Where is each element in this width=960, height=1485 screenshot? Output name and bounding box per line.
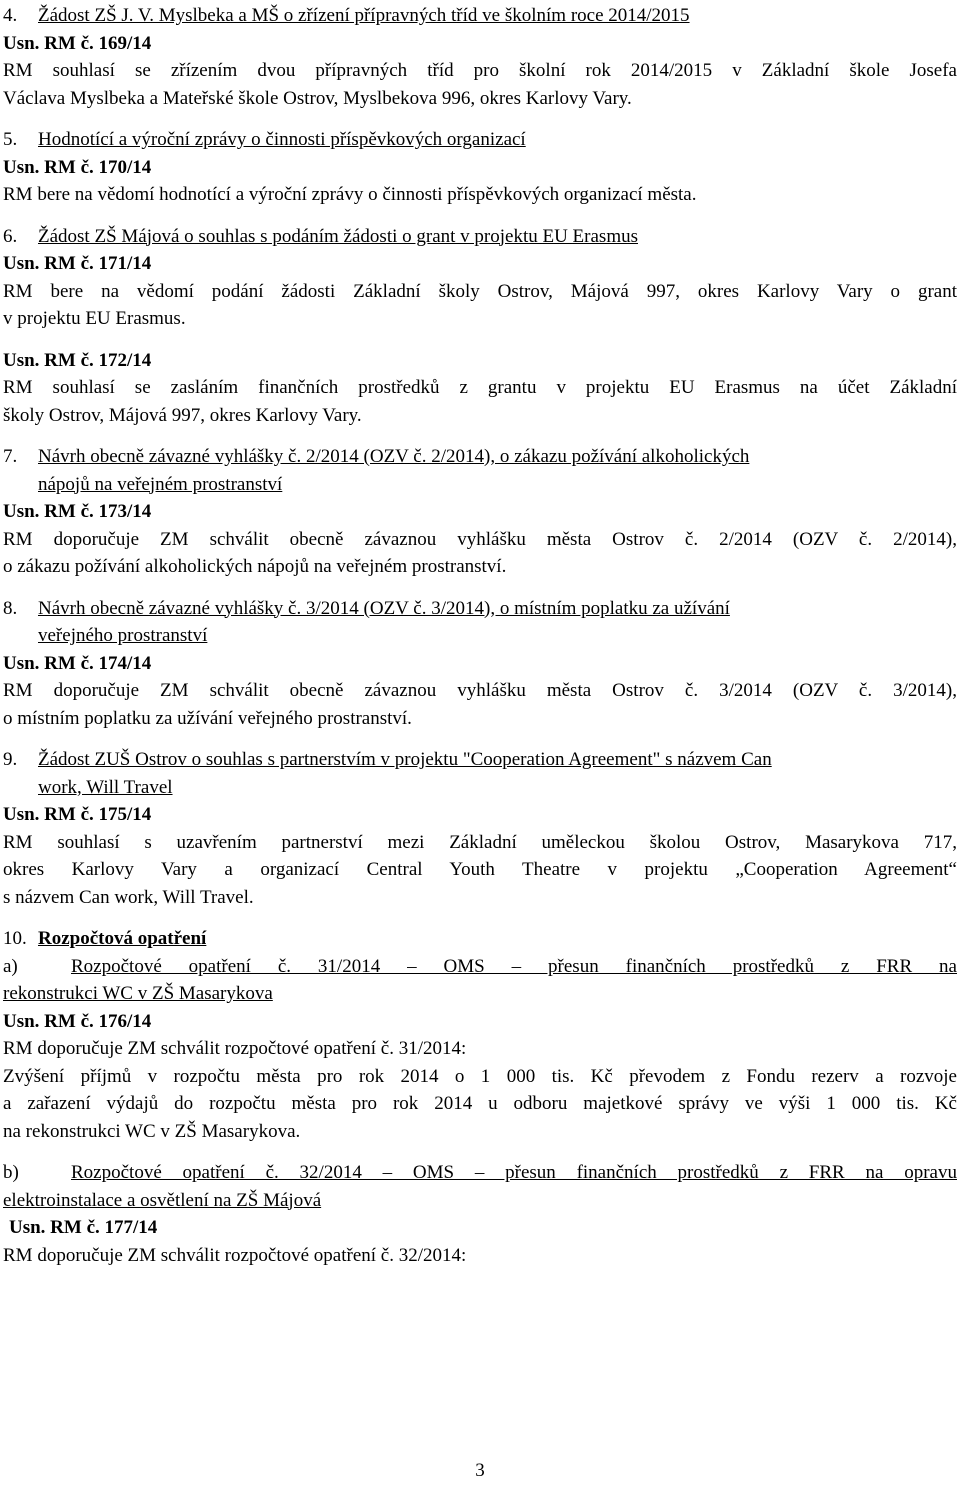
- subitem-letter: b): [3, 1162, 19, 1183]
- resolution-text-line: RM souhlasí s uzavřením partnerství mezi Základní uměleckou školou Ostrov, Masarykova 717,: [3, 831, 957, 853]
- resolution-number: Usn. RM č. 170/14: [3, 156, 152, 178]
- resolution-number: Usn. RM č. 169/14: [3, 32, 152, 54]
- item-title: [3, 595, 957, 623]
- item-title-line: Žádost ZŠ Májová o souhlas s podáním žádosti o grant v projektu EU Erasmus: [38, 225, 638, 247]
- agenda-item-7: [3, 443, 957, 581]
- item-title: [3, 223, 957, 251]
- item-number: 5.: [3, 129, 18, 150]
- item-number: 8.: [3, 597, 18, 619]
- resolution-text-line: RM doporučuje ZM schválit rozpočtové opatření č. 31/2014:: [3, 1038, 467, 1059]
- resolution-text-line: a zařazení výdajů do rozpočtu města pro rok 2014 u odboru majetkové správy ve výši 1 000 tis. Kč: [3, 1093, 957, 1114]
- resolution-text-line: RM doporučuje ZM schválit rozpočtové opatření č. 32/2014:: [3, 1244, 467, 1266]
- resolution-number: Usn. RM č. 171/14: [3, 253, 152, 274]
- agenda-item-10: [3, 925, 957, 1269]
- resolution-number: Usn. RM č. 175/14: [3, 804, 152, 825]
- resolution-text-line: RM bere na vědomí podání žádosti Základní školy Ostrov, Májová 997, okres Karlovy Vary o grant: [3, 280, 957, 302]
- item-title-line: nápojů na veřejném prostranství: [38, 473, 283, 495]
- resolution-text-line: na rekonstrukci WC v ZŠ Masarykova.: [3, 1120, 301, 1142]
- subitem-title-line: Rozpočtové opatření č. 31/2014 – OMS – přesun finančních prostředků z FRR na: [71, 955, 957, 977]
- resolution-text-line: RM souhlasí se zasláním finančních prostředků z grantu v projektu EU Erasmus na účet Základní: [3, 377, 957, 398]
- resolution-text-line: v projektu EU Erasmus.: [3, 308, 186, 329]
- subitem-a-title: [3, 953, 957, 981]
- item-title: [3, 746, 957, 774]
- subitem-title-line: elektroinstalace a osvětlení na ZŠ Májová: [3, 1189, 322, 1211]
- resolution-text-line: o místním poplatku za užívání veřejného prostranství.: [3, 707, 412, 729]
- subitem-b-title: [3, 1159, 957, 1187]
- subitem-title-line: rekonstrukci WC v ZŠ Masarykova: [3, 983, 273, 1004]
- item-title-line: Žádost ZŠ J. V. Myslbeka a MŠ o zřízení přípravných tříd ve školním roce 2014/2015: [38, 5, 690, 26]
- item-title-line: work, Will Travel: [38, 776, 173, 798]
- item-number: 10.: [3, 928, 27, 949]
- resolution-text-line: školy Ostrov, Májová 997, okres Karlovy Vary.: [3, 404, 362, 426]
- item-title: [3, 471, 957, 499]
- resolution-number: Usn. RM č. 174/14: [3, 652, 152, 674]
- item-title-line: Návrh obecně závazné vyhlášky č. 2/2014 (OZV č. 2/2014), o zákazu požívání alkoholických: [38, 446, 750, 467]
- resolution-text-line: okres Karlovy Vary a organizací Central Youth Theatre v projektu „Cooperation Agreement“: [3, 859, 957, 880]
- agenda-item-5: [3, 126, 957, 209]
- resolution-text-line: RM doporučuje ZM schválit obecně závaznou vyhlášku města Ostrov č. 3/2014 (OZV č. 3/2014),: [3, 680, 957, 701]
- item-number: 9.: [3, 749, 18, 770]
- agenda-item-4: [3, 2, 957, 112]
- subitem-b-title: [3, 1187, 957, 1215]
- item-title: [3, 126, 957, 154]
- item-title-line: Hodnotící a výroční zprávy o činnosti příspěvkových organizací: [38, 129, 526, 150]
- resolution-text-line: s názvem Can work, Will Travel.: [3, 886, 254, 908]
- resolution-text-line: Václava Myslbeka a Mateřské škole Ostrov, Myslbekova 996, okres Karlovy Vary.: [3, 87, 632, 109]
- subitem-letter: a): [3, 955, 18, 977]
- agenda-item-8: [3, 595, 957, 733]
- item-title: [3, 774, 957, 802]
- item-title: [3, 443, 957, 471]
- resolution-text-line: RM bere na vědomí hodnotící a výroční zprávy o činnosti příspěvkových organizací města.: [3, 184, 697, 205]
- resolution-text-line: o zákazu požívání alkoholických nápojů na veřejném prostranství.: [3, 556, 507, 577]
- subitem-a-title: [3, 980, 957, 1008]
- document-page: [3, 2, 957, 1269]
- resolution-text-line: Zvýšení příjmů v rozpočtu města pro rok 2014 o 1 000 tis. Kč převodem z Fondu rezerv a rozvoje: [3, 1065, 957, 1087]
- item-number: 4.: [3, 5, 18, 26]
- section-title: [3, 925, 957, 953]
- page-number: 3: [475, 1460, 485, 1481]
- subitem-title-line: Rozpočtové opatření č. 32/2014 – OMS – přesun finančních prostředků z FRR na opravu: [71, 1162, 957, 1183]
- resolution-text-line: RM souhlasí se zřízením dvou přípravných tříd pro školní rok 2014/2015 v Základní škole Josefa: [3, 60, 957, 81]
- item-number: 7.: [3, 446, 18, 467]
- item-title-line: Návrh obecně závazné vyhlášky č. 3/2014 (OZV č. 3/2014), o místním poplatku za užívání: [38, 597, 730, 619]
- item-title-line: Žádost ZUŠ Ostrov o souhlas s partnerstvím v projektu "Cooperation Agreement" s názvem Can: [38, 749, 772, 770]
- item-title: [3, 2, 957, 30]
- resolution-number: Usn. RM č. 176/14: [3, 1010, 152, 1032]
- resolution-text-line: RM doporučuje ZM schválit obecně závaznou vyhlášku města Ostrov č. 2/2014 (OZV č. 2/2014),: [3, 528, 957, 550]
- item-title-line: veřejného prostranství: [38, 625, 208, 646]
- item-title: [3, 622, 957, 650]
- resolution-number: Usn. RM č. 177/14: [9, 1217, 158, 1238]
- agenda-item-9: [3, 746, 957, 911]
- item-number: 6.: [3, 225, 18, 247]
- resolution-number: Usn. RM č. 172/14: [3, 349, 152, 371]
- section-title-text: Rozpočtová opatření: [38, 928, 207, 949]
- agenda-item-6: [3, 223, 957, 430]
- resolution-number: Usn. RM č. 173/14: [3, 501, 152, 522]
